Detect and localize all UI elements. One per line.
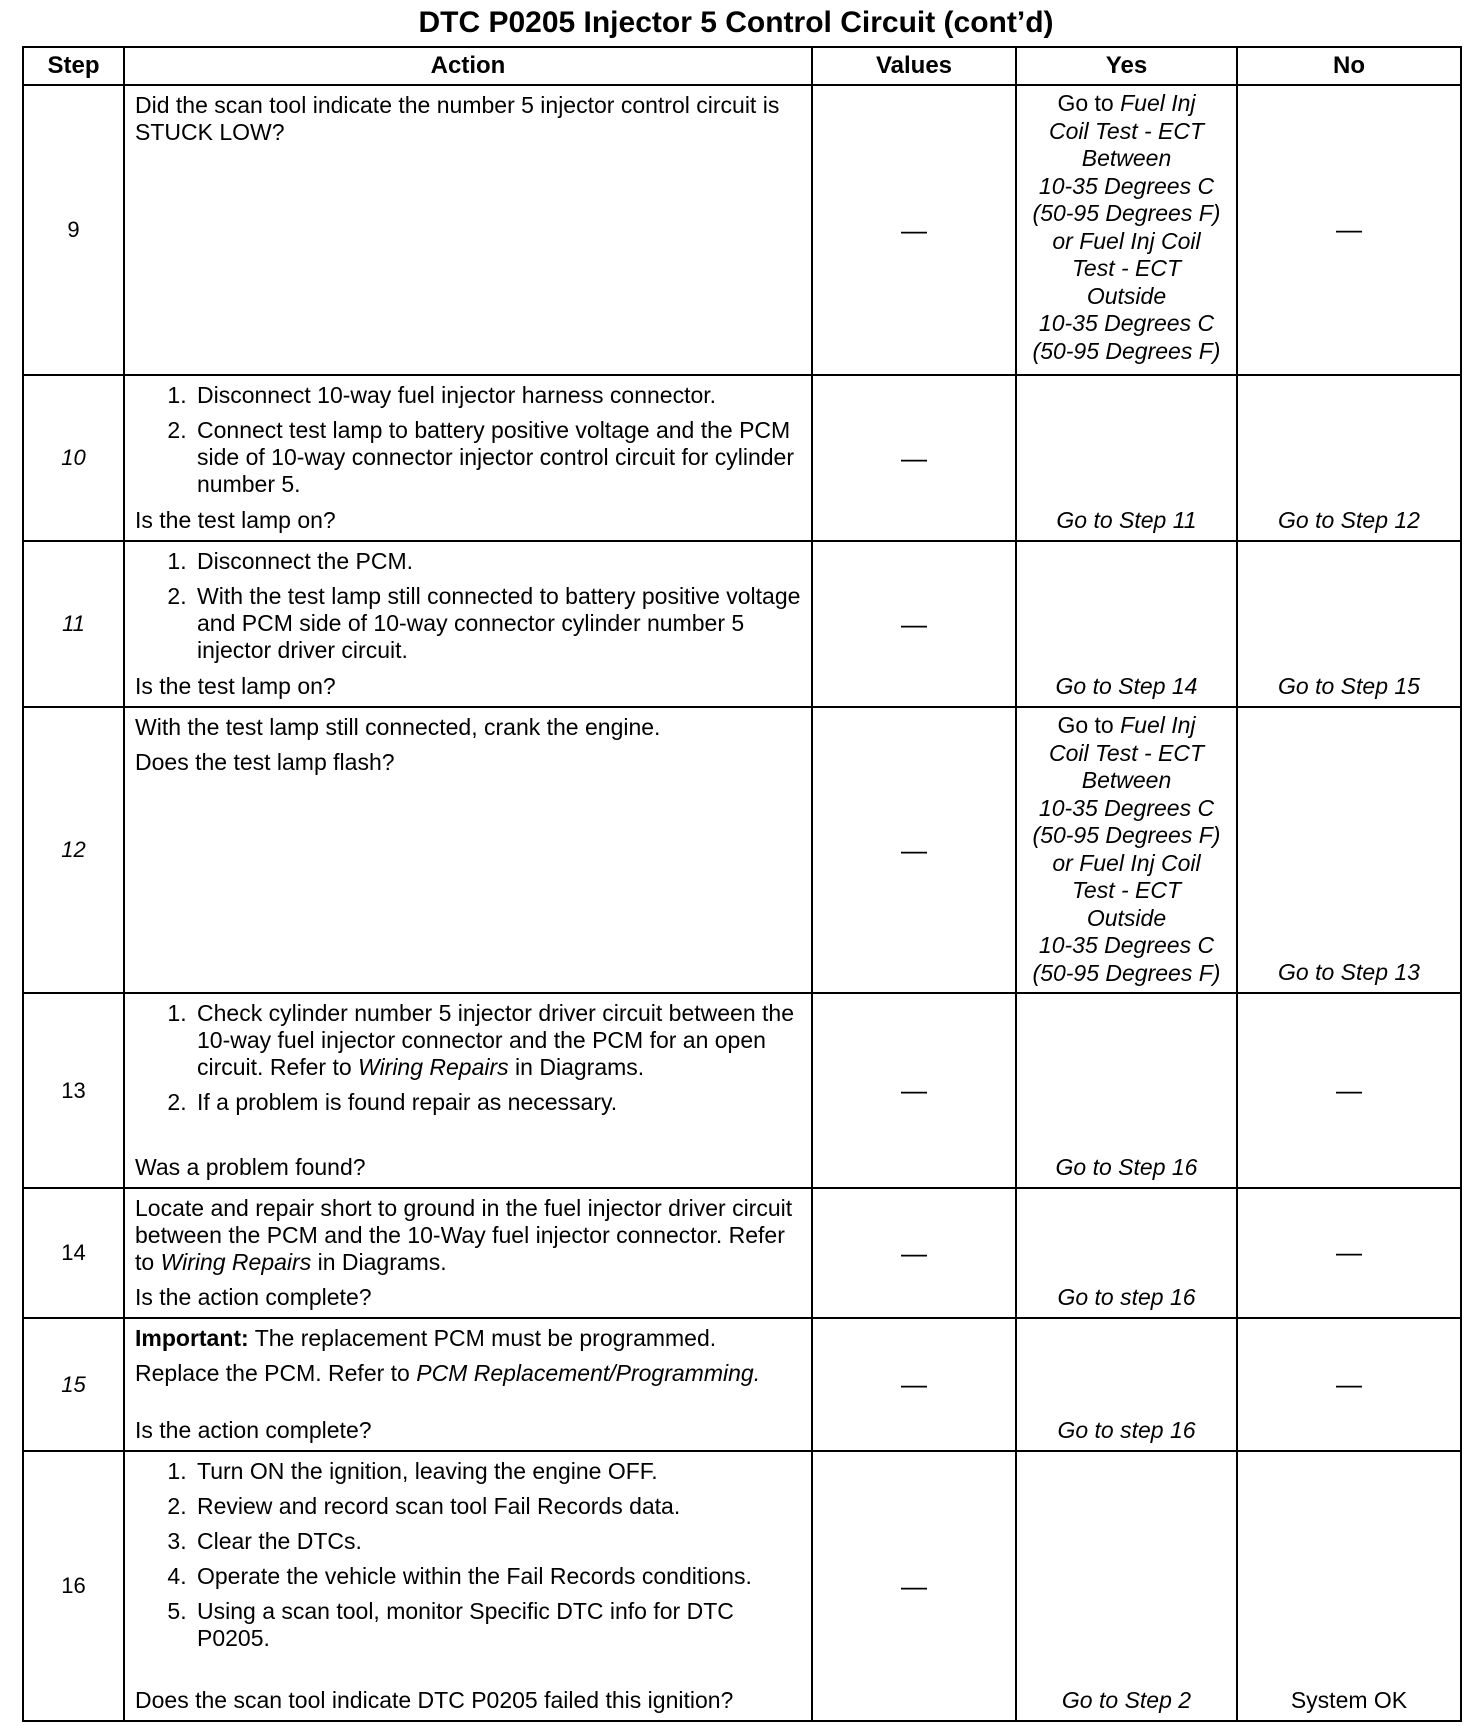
yes-link[interactable]: Go to Step 14 <box>1055 672 1198 699</box>
no-cell: — <box>1237 1318 1461 1451</box>
action-step: 1. Turn ON the ignition, leaving the engine OFF. <box>193 1458 801 1485</box>
no-cell: — <box>1237 993 1461 1188</box>
fuel-inj-coil-test-link[interactable]: Go to Fuel Inj Coil Test - ECT Between 10-35 Degrees C (50-95 Degrees F) or Fuel Inj Coil Test - ECT Outside 10-35 Degrees C (50-95 Degrees F) <box>1032 712 1221 986</box>
no-cell <box>1237 1451 1461 1721</box>
yes-link[interactable]: Go to Step 11 <box>1056 506 1197 533</box>
action-cell <box>124 993 812 1188</box>
action-step: 2. Review and record scan tool Fail Records data. <box>193 1493 801 1520</box>
action-question: Did the scan tool indicate the number 5 injector control circuit is STUCK LOW? <box>135 92 780 145</box>
wiring-repairs-link[interactable]: Wiring Repairs <box>160 1249 312 1275</box>
no-link[interactable]: Go to Step 13 <box>1278 958 1420 985</box>
action-steps <box>135 382 801 498</box>
yes-link[interactable]: Go to Step 2 <box>1061 1686 1192 1713</box>
action-question: Was a problem found? <box>135 1154 366 1180</box>
action-cell <box>124 1318 812 1451</box>
action-step: 2. If a problem is found repair as necessary. <box>193 1089 801 1116</box>
yes-link[interactable]: Go to step 16 <box>1057 1416 1196 1443</box>
no-link[interactable]: Go to Step 12 <box>1278 506 1420 533</box>
action-cell <box>124 85 812 375</box>
yes-cell <box>1016 375 1237 541</box>
action-step: 5. Using a scan tool, monitor Specific DTC info for DTC P0205. <box>193 1598 801 1652</box>
step-number: 15 <box>23 1318 124 1451</box>
action-step: 1. Disconnect 10-way fuel injector harness connector. <box>193 382 801 409</box>
action-instruction: With the test lamp still connected, crank the engine. <box>135 714 661 740</box>
table-row-step-10 <box>23 375 1461 541</box>
action-question: Is the test lamp on? <box>135 673 336 699</box>
yes-cell <box>1016 85 1237 375</box>
header-values: Values <box>812 47 1016 85</box>
step-number: 14 <box>23 1188 124 1318</box>
header-action: Action <box>124 47 812 85</box>
step-number: 11 <box>23 541 124 707</box>
table-row-step-11 <box>23 541 1461 707</box>
action-cell <box>124 541 812 707</box>
yes-cell <box>1016 1318 1237 1451</box>
step-number: 10 <box>23 375 124 541</box>
no-link[interactable]: Go to Step 15 <box>1278 672 1420 699</box>
yes-link[interactable]: Go to Step 16 <box>1055 1153 1198 1180</box>
action-cell <box>124 1451 812 1721</box>
action-step: 1. Check cylinder number 5 injector driver circuit between the 10-way fuel injector connector and the PCM for an open circuit. Refer to Wiring Repairs in Diagrams. <box>193 1000 801 1081</box>
yes-cell <box>1016 707 1237 993</box>
table-row-step-14 <box>23 1188 1461 1318</box>
values-cell: — <box>812 1318 1016 1451</box>
values-cell: — <box>812 375 1016 541</box>
action-question: Is the action complete? <box>135 1417 372 1443</box>
action-steps <box>135 548 801 664</box>
yes-cell <box>1016 1188 1237 1318</box>
action-step: 2. Connect test lamp to battery positive voltage and the PCM side of 10-way connector injector control circuit for cylinder number 5. <box>193 417 801 498</box>
action-step: 4. Operate the vehicle within the Fail Records conditions. <box>193 1563 801 1590</box>
no-cell <box>1237 375 1461 541</box>
action-step: 3. Clear the DTCs. <box>193 1528 801 1555</box>
header-no: No <box>1237 47 1461 85</box>
table-row-step-9 <box>23 85 1461 375</box>
action-cell <box>124 1188 812 1318</box>
values-cell: — <box>812 541 1016 707</box>
no-cell: — <box>1237 85 1461 375</box>
pcm-replacement-link[interactable]: PCM Replacement/Programming. <box>416 1360 761 1386</box>
no-cell <box>1237 541 1461 707</box>
values-cell: — <box>812 85 1016 375</box>
values-cell: — <box>812 993 1016 1188</box>
important-note: Important: The replacement PCM must be programmed. <box>135 1325 717 1351</box>
table-row-step-16 <box>23 1451 1461 1721</box>
yes-cell <box>1016 1451 1237 1721</box>
wiring-repairs-link[interactable]: Wiring Repairs <box>358 1054 509 1080</box>
yes-link[interactable]: Go to step 16 <box>1057 1283 1196 1310</box>
header-step: Step <box>23 47 124 85</box>
yes-cell <box>1016 541 1237 707</box>
values-cell: — <box>812 1451 1016 1721</box>
values-cell: — <box>812 1188 1016 1318</box>
dtc-table <box>22 46 1462 1722</box>
action-question: Does the scan tool indicate DTC P0205 failed this ignition? <box>135 1687 734 1713</box>
action-step: 2. With the test lamp still connected to battery positive voltage and PCM side of 10-way connector cylinder number 5 injector driver circuit. <box>193 583 801 664</box>
yes-cell <box>1016 993 1237 1188</box>
table-row-step-13 <box>23 993 1461 1188</box>
action-steps <box>135 1458 801 1652</box>
no-cell: — <box>1237 1188 1461 1318</box>
values-cell: — <box>812 707 1016 993</box>
table-row-step-15 <box>23 1318 1461 1451</box>
action-question: Does the test lamp flash? <box>135 749 395 775</box>
header-row <box>23 47 1461 85</box>
step-number: 12 <box>23 707 124 993</box>
action-steps <box>135 1000 801 1116</box>
no-cell <box>1237 707 1461 993</box>
action-instruction: Replace the PCM. Refer to PCM Replacement/Programming. <box>135 1360 761 1386</box>
action-cell <box>124 707 812 993</box>
page-title: DTC P0205 Injector 5 Control Circuit (cont’d) <box>418 6 1054 39</box>
table-row-step-12 <box>23 707 1461 993</box>
action-step: 1. Disconnect the PCM. <box>193 548 801 575</box>
header-yes: Yes <box>1016 47 1237 85</box>
step-number: 13 <box>23 993 124 1188</box>
action-instruction: Locate and repair short to ground in the fuel injector driver circuit between the PCM and the 10-Way fuel injector connector. Refer to Wiring Repairs in Diagrams. <box>135 1195 793 1275</box>
step-number: 16 <box>23 1451 124 1721</box>
fuel-inj-coil-test-link[interactable]: Go to Fuel Inj Coil Test - ECT Between 10-35 Degrees C (50-95 Degrees F) or Fuel Inj Coil Test - ECT Outside 10-35 Degrees C (50-95 Degrees F) <box>1032 90 1221 364</box>
no-result: System OK <box>1290 1686 1408 1713</box>
action-question: Is the test lamp on? <box>135 507 336 533</box>
action-cell <box>124 375 812 541</box>
step-number: 9 <box>23 85 124 375</box>
action-question: Is the action complete? <box>135 1284 372 1310</box>
